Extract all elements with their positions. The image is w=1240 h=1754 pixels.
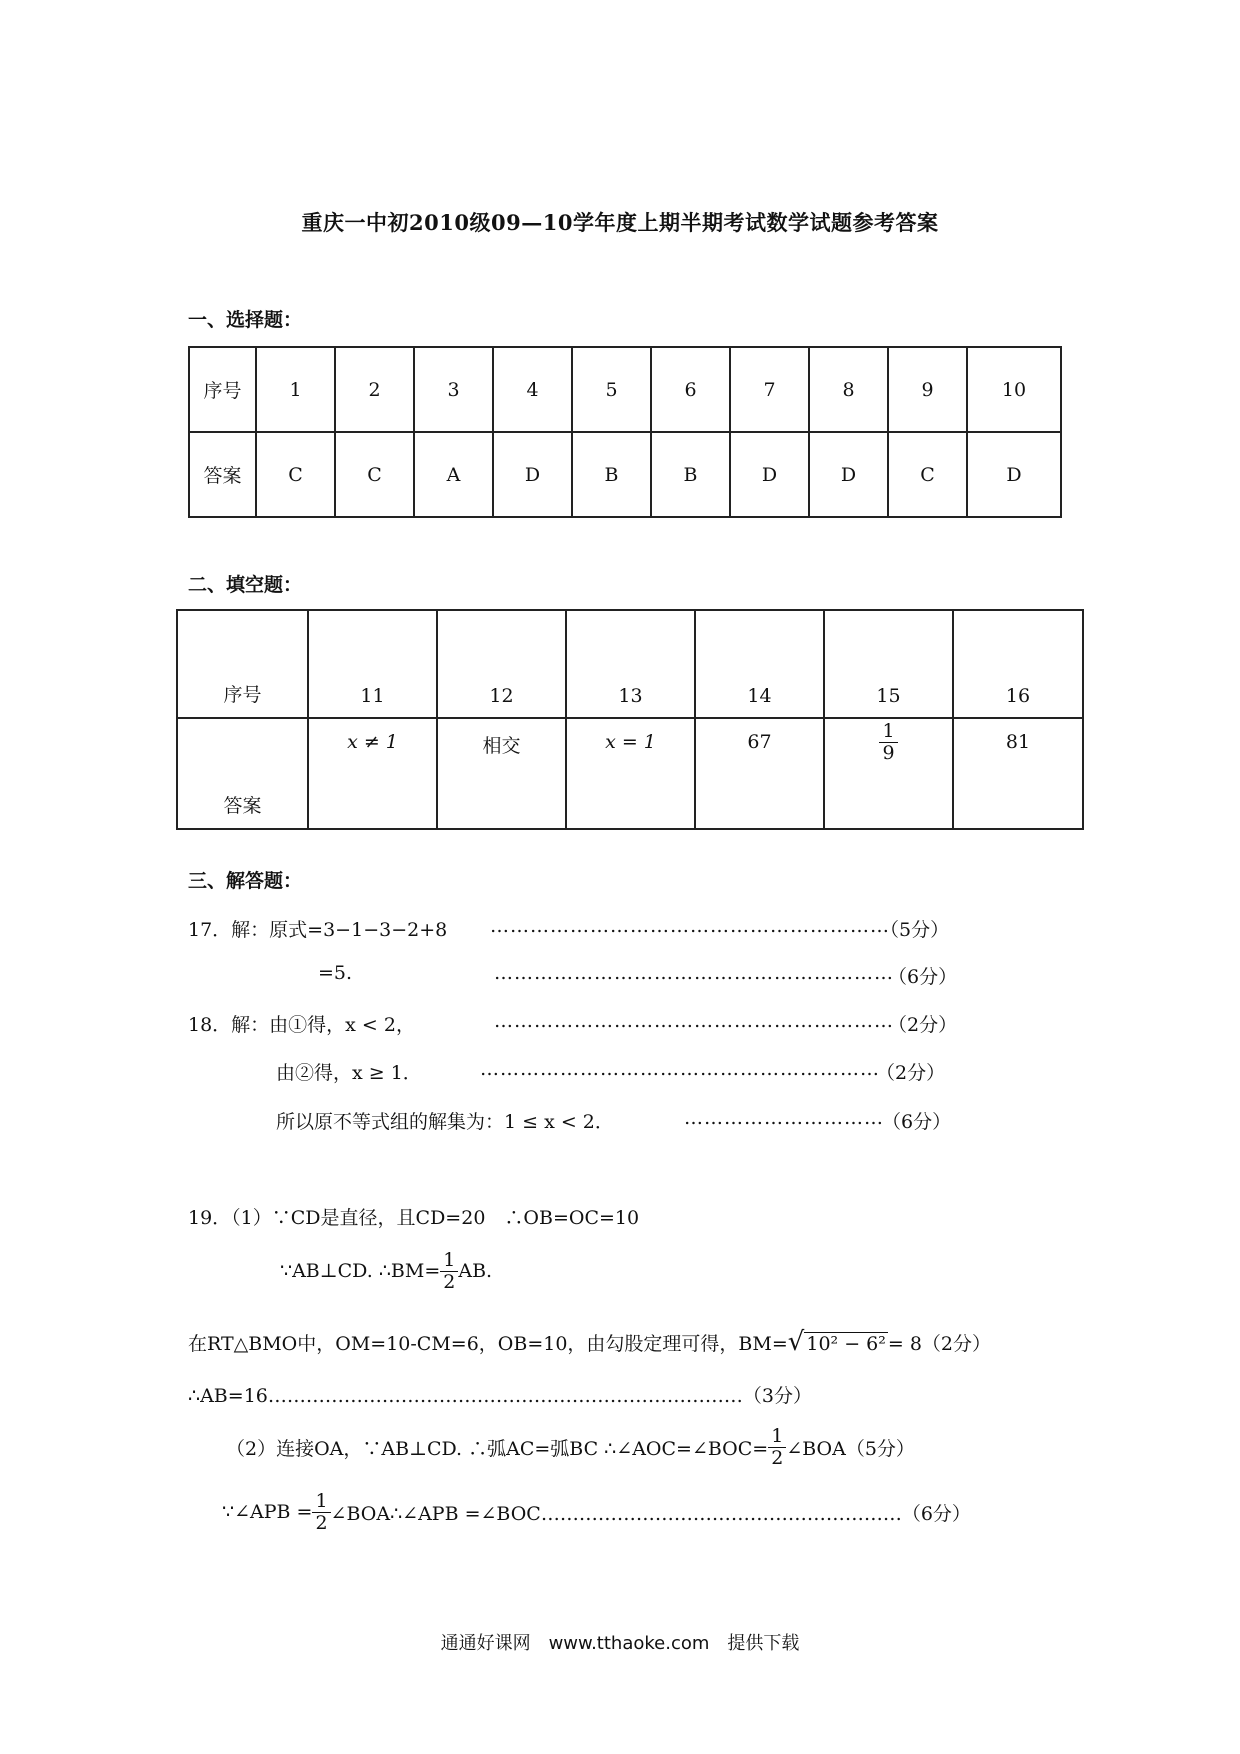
q19-line6-text-b: ∠BOA∴∠APB =∠BOC…………………………………………………（6分） bbox=[330, 1502, 971, 1525]
table-cell: A bbox=[414, 432, 493, 517]
table-cell: 7 bbox=[730, 347, 809, 432]
fraction-one-ninth bbox=[879, 721, 897, 764]
table-row bbox=[177, 718, 1083, 829]
table-cell: x = 1 bbox=[566, 718, 695, 829]
q19-line2-text-b: AB. bbox=[458, 1260, 493, 1283]
q19-line6 bbox=[222, 1491, 971, 1534]
q18-dots3: ………………………… bbox=[684, 1107, 884, 1129]
q19-line3 bbox=[188, 1327, 991, 1357]
table-cell: D bbox=[493, 432, 572, 517]
table-cell: x ≠ 1 bbox=[308, 718, 437, 829]
q19-line5-text-a: （2）连接OA，∵AB⊥CD. ∴弧AC=弧BC ∴∠AOC=∠BOC= bbox=[226, 1437, 769, 1460]
fraction-denominator: 2 bbox=[315, 1511, 328, 1534]
fraction-half bbox=[440, 1250, 458, 1293]
fraction-denominator: 2 bbox=[443, 1270, 456, 1293]
table-cell: 1 bbox=[256, 347, 335, 432]
q17-score2: （6分） bbox=[888, 966, 958, 988]
table-cell: 16 bbox=[953, 610, 1083, 718]
table-cell: 81 bbox=[953, 718, 1083, 829]
fraction-half bbox=[312, 1491, 330, 1534]
row-label: 答案 bbox=[177, 718, 308, 829]
table-cell: D bbox=[730, 432, 809, 517]
q19-line2 bbox=[280, 1250, 492, 1293]
fraction-denominator: 2 bbox=[771, 1446, 784, 1469]
q17-line2: =5. bbox=[318, 962, 353, 984]
row-label: 序号 bbox=[189, 347, 256, 432]
q19-line2-text-a: ∵AB⊥CD. ∴BM= bbox=[280, 1260, 441, 1283]
q19-line3-text-b: = 8（2分） bbox=[887, 1332, 991, 1355]
table-cell: 5 bbox=[572, 347, 651, 432]
q19-line5-text-b: ∠BOA（5分） bbox=[786, 1437, 915, 1460]
choice-answer-table bbox=[188, 346, 1062, 518]
table-cell: 14 bbox=[695, 610, 824, 718]
page-title: 重庆一中初2010级09—10学年度上期半期考试数学试题参考答案 bbox=[301, 210, 939, 235]
table-cell: B bbox=[572, 432, 651, 517]
q19-line3-text-a: 在RT△BMO中，OM=10-CM=6，OB=10，由勾股定理可得，BM= bbox=[188, 1332, 788, 1355]
q18-score2: （2分） bbox=[876, 1062, 946, 1084]
table-cell: 9 bbox=[888, 347, 967, 432]
table-cell: 67 bbox=[695, 718, 824, 829]
table-cell: 2 bbox=[335, 347, 414, 432]
table-cell: D bbox=[967, 432, 1061, 517]
table-cell: 8 bbox=[809, 347, 888, 432]
table-cell: 10 bbox=[967, 347, 1061, 432]
table-cell: 3 bbox=[414, 347, 493, 432]
q18-score3: （6分） bbox=[882, 1111, 952, 1133]
q18-score1: （2分） bbox=[888, 1014, 958, 1036]
q19-line5 bbox=[226, 1426, 915, 1469]
table-row bbox=[189, 347, 1061, 432]
q19-line1: 19．（1）∵CD是直径，且CD=20 ∴OB=OC=10 bbox=[188, 1207, 640, 1229]
row-label: 序号 bbox=[177, 610, 308, 718]
section3-heading: 三、解答题： bbox=[188, 870, 303, 892]
square-root bbox=[788, 1327, 888, 1357]
footer-source: 通通好课网 www.tthaoke.com 提供下载 bbox=[440, 1633, 800, 1654]
fraction-numerator: 1 bbox=[312, 1491, 330, 1513]
radicand: 10² − 6² bbox=[806, 1333, 886, 1355]
table-cell: C bbox=[256, 432, 335, 517]
q18-line3: 所以原不等式组的解集为：1 ≤ x < 2． bbox=[276, 1111, 614, 1133]
q18-line2: 由②得，x ≥ 1． bbox=[276, 1062, 422, 1084]
table-cell: 6 bbox=[651, 347, 730, 432]
table-cell: C bbox=[888, 432, 967, 517]
q19-line6-text-a: ∵∠APB = bbox=[222, 1501, 313, 1524]
fraction-numerator: 1 bbox=[879, 721, 897, 743]
q18-line1: 18．解：由①得，x < 2， bbox=[188, 1014, 415, 1036]
fraction-numerator: 1 bbox=[440, 1250, 458, 1272]
table-cell bbox=[824, 718, 953, 829]
table-cell: 相交 bbox=[437, 718, 566, 829]
table-cell: 12 bbox=[437, 610, 566, 718]
table-cell: B bbox=[651, 432, 730, 517]
q17-dots2: …………………………………………………… bbox=[494, 962, 894, 984]
table-cell: 13 bbox=[566, 610, 695, 718]
q19-line4: ∴AB=16…………………………………………………………………（3分） bbox=[188, 1385, 812, 1407]
fill-answer-table bbox=[176, 609, 1084, 830]
section2-heading: 二、填空题： bbox=[188, 574, 303, 596]
section1-heading: 一、选择题： bbox=[188, 309, 303, 331]
row-label: 答案 bbox=[189, 432, 256, 517]
table-cell: 11 bbox=[308, 610, 437, 718]
table-cell: 4 bbox=[493, 347, 572, 432]
table-row bbox=[189, 432, 1061, 517]
radical-sign-icon: √ bbox=[787, 1327, 805, 1357]
q18-dots2: …………………………………………………… bbox=[480, 1058, 880, 1080]
q17-line1: 17．解：原式=3−1−3−2+8 bbox=[188, 919, 448, 941]
table-cell: C bbox=[335, 432, 414, 517]
fraction-half bbox=[768, 1426, 786, 1469]
table-cell: D bbox=[809, 432, 888, 517]
q18-dots1: …………………………………………………… bbox=[494, 1010, 894, 1032]
table-row bbox=[177, 610, 1083, 718]
fraction-denominator: 9 bbox=[882, 741, 895, 764]
q17-score1: （5分） bbox=[880, 919, 950, 941]
table-cell: 15 bbox=[824, 610, 953, 718]
fraction-numerator: 1 bbox=[768, 1426, 786, 1448]
q17-dots1: …………………………………………………… bbox=[490, 915, 890, 937]
